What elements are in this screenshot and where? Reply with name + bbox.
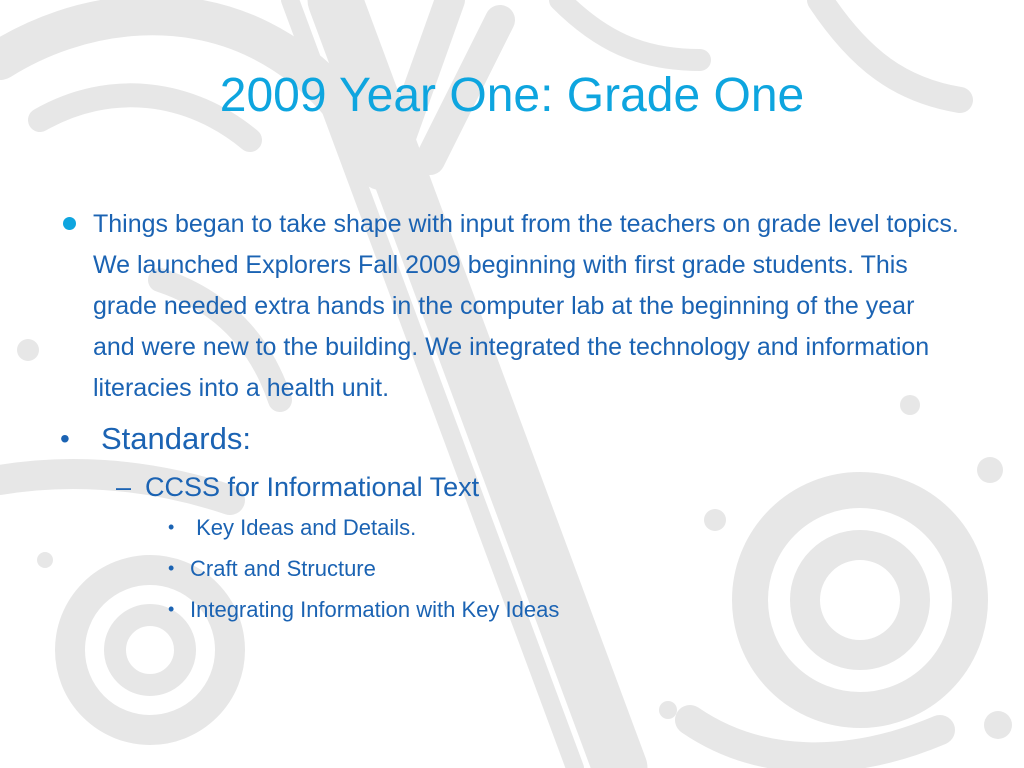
slide-body	[58, 204, 978, 630]
bullet-icon: •	[60, 423, 70, 454]
intro-paragraph	[58, 204, 963, 409]
intro-paragraph-text: Things began to take shape with input from the teachers on grade level topics. We launched Explorers Fall 2009 beginning with first grade students. This grade needed extra hands in the computer lab at the beginning of the year and were new to the building. We integrated the technology and information literacies into a health unit.	[93, 210, 959, 402]
list-item	[58, 548, 978, 589]
dash-icon: –	[116, 472, 132, 502]
round-bullet-icon	[63, 217, 76, 230]
standards-item	[58, 417, 978, 461]
bullet-icon: •	[168, 558, 175, 578]
bullet-icon: •	[168, 599, 175, 619]
slide-title: 2009 Year One: Grade One	[219, 69, 805, 122]
ccss-label: CCSS for Informational Text	[145, 472, 480, 502]
standards-label: Standards:	[101, 421, 251, 456]
list-item-label: Craft and Structure	[190, 556, 376, 581]
bullet-icon: •	[168, 517, 175, 537]
list-item	[58, 507, 978, 548]
ccss-item	[58, 467, 978, 507]
list-item-label: Key Ideas and Details.	[190, 515, 417, 540]
list-item-label: Integrating Information with Key Ideas	[190, 597, 560, 622]
list-item	[58, 589, 978, 630]
